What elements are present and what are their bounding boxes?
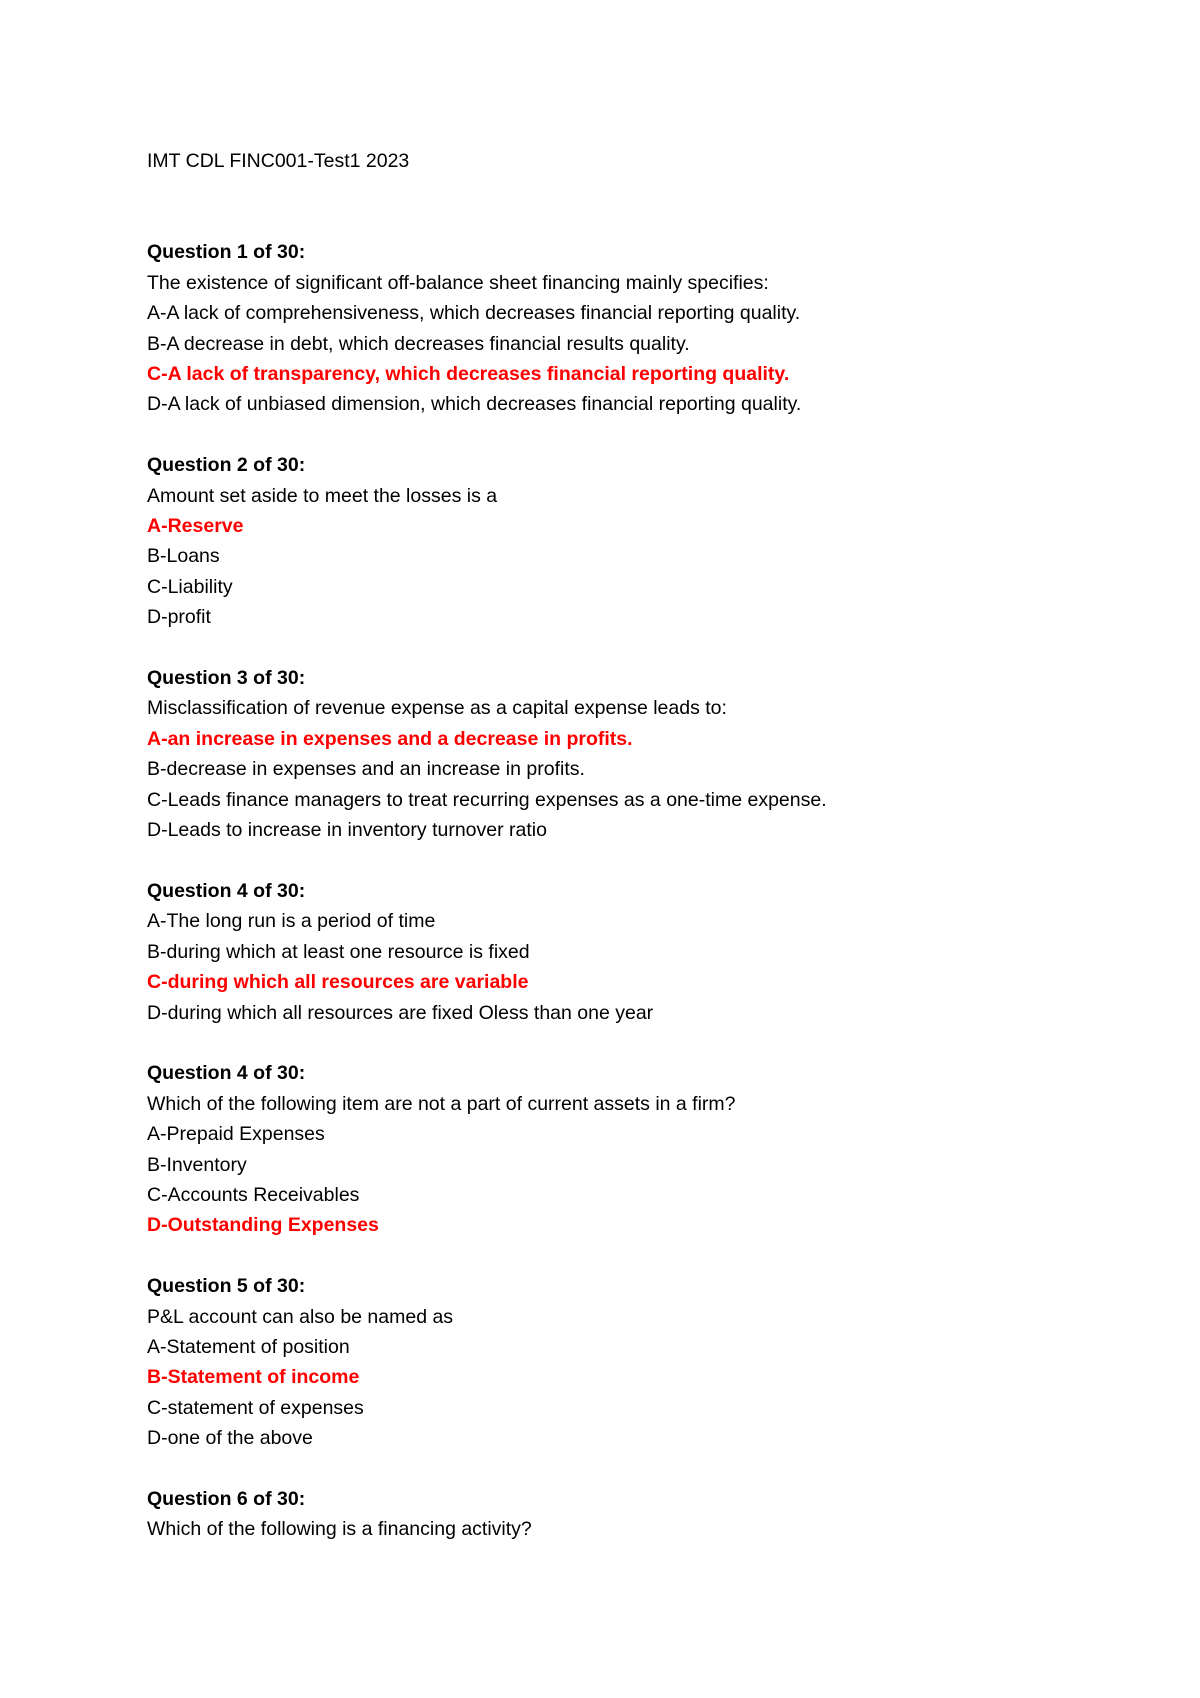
question-text: A-The long run is a period of time (147, 910, 436, 933)
answer-option: A-Reserve (147, 515, 244, 538)
question-heading: Question 2 of 30: (147, 454, 306, 477)
question-block (147, 663, 1107, 845)
answer-option: B-Statement of income (147, 1366, 360, 1389)
question-heading: Question 4 of 30: (147, 1062, 306, 1085)
question-heading: Question 1 of 30: (147, 241, 306, 264)
answer-option: C-Liability (147, 575, 233, 598)
answer-option: C-Accounts Receivables (147, 1183, 360, 1206)
question-block (147, 237, 1107, 419)
answer-option: C-A lack of transparency, which decreases financial reporting quality. (147, 363, 790, 386)
question-block (147, 1271, 1107, 1453)
question-block (147, 876, 1107, 1028)
answer-option: C-Leads finance managers to treat recurring expenses as a one-time expense. (147, 788, 827, 811)
question-heading: Question 6 of 30: (147, 1487, 306, 1510)
question-block (147, 1484, 1107, 1545)
question-text: Amount set aside to meet the losses is a (147, 484, 498, 507)
document-title: IMT CDL FINC001-Test1 2023 (147, 150, 410, 172)
answer-option: A-an increase in expenses and a decrease in profits. (147, 727, 633, 750)
question-heading: Question 5 of 30: (147, 1275, 306, 1298)
answer-option: B-Loans (147, 545, 220, 568)
answer-option: D-A lack of unbiased dimension, which decreases financial reporting quality. (147, 393, 802, 416)
question-text: Misclassification of revenue expense as a capital expense leads to: (147, 697, 727, 720)
question-text: Which of the following item are not a part of current assets in a firm? (147, 1092, 736, 1115)
question-text: The existence of significant off-balance sheet financing mainly specifies: (147, 271, 769, 294)
answer-option: D-during which all resources are fixed Oless than one year (147, 1001, 654, 1024)
answer-option: A-Prepaid Expenses (147, 1123, 325, 1146)
question-heading: Question 3 of 30: (147, 667, 306, 690)
answer-option: B-Inventory (147, 1153, 247, 1176)
answer-option: C-during which all resources are variable (147, 971, 529, 994)
answer-option: B-during which at least one resource is fixed (147, 940, 530, 963)
question-text: Which of the following is a financing activity? (147, 1518, 532, 1541)
answer-option: C-statement of expenses (147, 1396, 364, 1419)
answer-option: D-Leads to increase in inventory turnover ratio (147, 819, 547, 842)
answer-option: D-Outstanding Expenses (147, 1214, 379, 1237)
document-content (147, 146, 1107, 1575)
question-block (147, 1058, 1107, 1240)
question-block (147, 450, 1107, 632)
answer-option: B-A decrease in debt, which decreases financial results quality. (147, 332, 690, 355)
answer-option: A-A lack of comprehensiveness, which decreases financial reporting quality. (147, 302, 801, 325)
answer-option: D-profit (147, 606, 211, 629)
answer-option: A-Statement of position (147, 1335, 350, 1358)
answer-option: B-decrease in expenses and an increase in profits. (147, 758, 585, 781)
answer-option: D-one of the above (147, 1427, 313, 1450)
question-text: P&L account can also be named as (147, 1305, 454, 1328)
question-heading: Question 4 of 30: (147, 879, 306, 902)
